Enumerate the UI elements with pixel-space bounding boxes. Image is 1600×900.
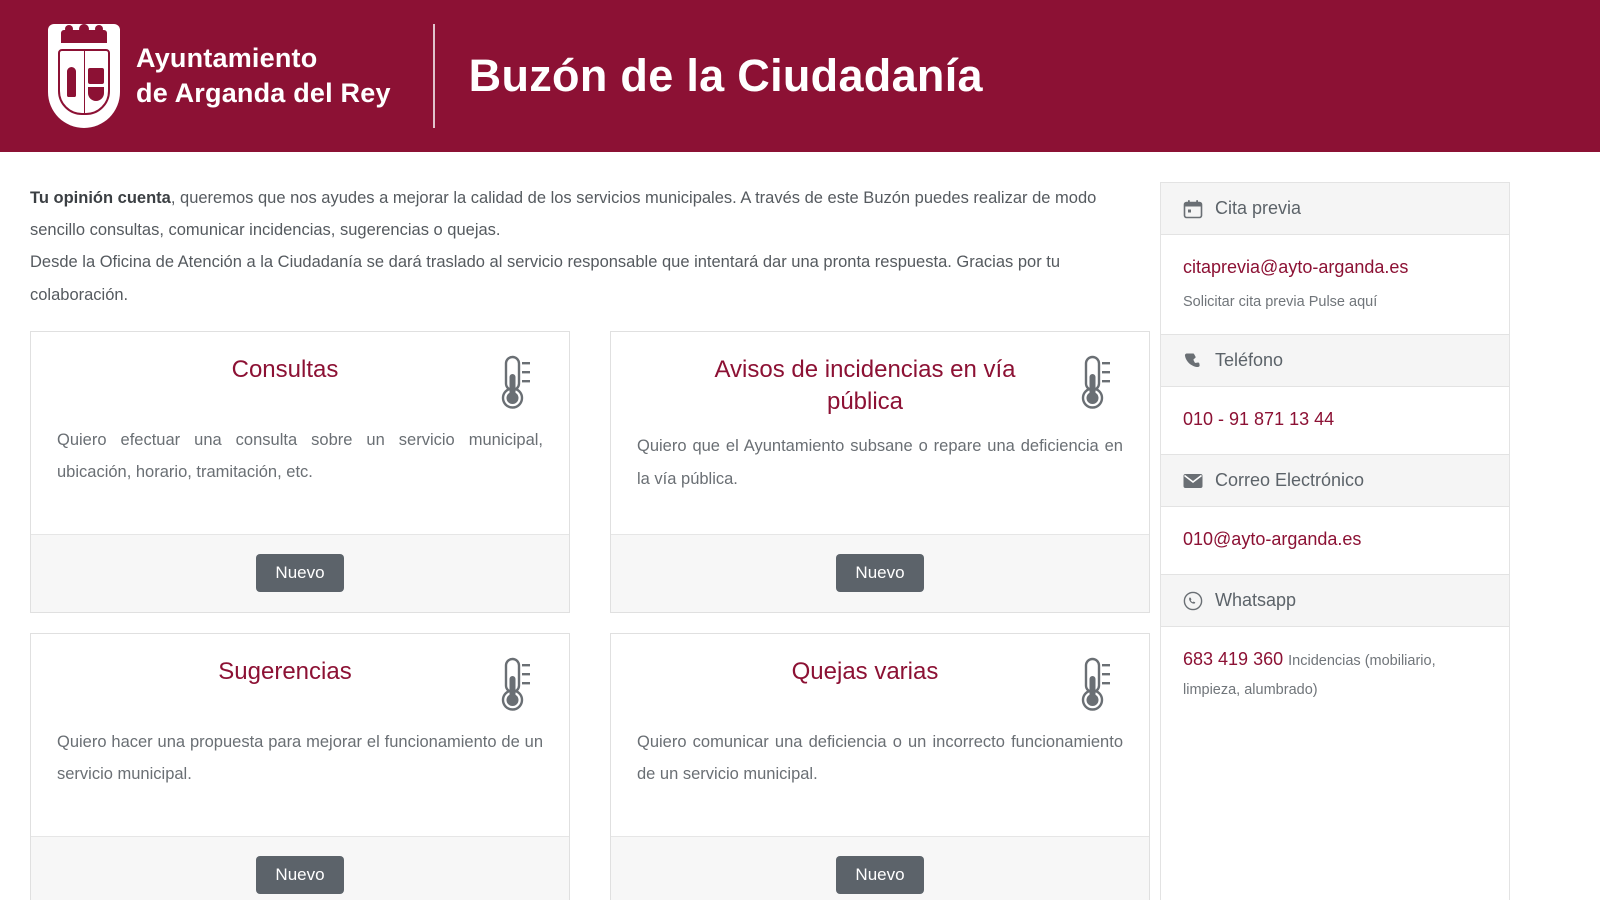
page-header bbox=[0, 0, 1600, 152]
intro-text bbox=[30, 182, 1125, 311]
intro-paragraph-2: Desde la Oficina de Atención a la Ciudadanía se dará traslado al servicio responsable que intentará dar una pronta respuesta. Gracias por tu colaboración. bbox=[30, 253, 1061, 304]
new-aviso-button[interactable]: Nuevo bbox=[836, 554, 923, 592]
card-body bbox=[611, 332, 1149, 534]
card-description: Quiero comunicar una deficiencia o un incorrecto funcionamiento de un servicio municipal. bbox=[637, 732, 1123, 783]
card-header bbox=[57, 350, 543, 412]
sidebar-heading: Correo Electrónico bbox=[1215, 470, 1365, 491]
thermometer-icon bbox=[485, 652, 543, 714]
brand-line-2: de Arganda del Rey bbox=[136, 78, 391, 108]
brand-line-1: Ayuntamiento bbox=[136, 42, 318, 73]
card-title: Quejas varias bbox=[791, 657, 939, 685]
brand-text bbox=[136, 41, 391, 111]
sidebar-heading: Cita previa bbox=[1215, 198, 1302, 218]
card-title: Sugerencias bbox=[218, 657, 352, 685]
card-body bbox=[31, 634, 569, 836]
correo-value[interactable]: 010@ayto-arganda.es bbox=[1183, 529, 1362, 550]
whatsapp-value[interactable] bbox=[1183, 645, 1487, 703]
sidebar-heading: Whatsapp bbox=[1215, 590, 1297, 611]
header-divider bbox=[433, 24, 435, 128]
cita-previa-sub-text: Solicitar cita previa bbox=[1183, 293, 1305, 310]
sidebar-section-cita-previa-body bbox=[1161, 235, 1509, 335]
card-body bbox=[611, 634, 1149, 836]
page-content bbox=[0, 152, 1600, 900]
phone-icon bbox=[1183, 351, 1203, 371]
cita-previa-link[interactable]: Pulse aquí bbox=[1308, 293, 1378, 310]
envelope-icon bbox=[1183, 473, 1203, 489]
cita-previa-email[interactable]: citaprevia@ayto-arganda.es bbox=[1183, 257, 1409, 277]
card-quejas-varias[interactable] bbox=[610, 633, 1150, 900]
contact-sidebar bbox=[1160, 182, 1510, 900]
sidebar-section-telefono-body bbox=[1161, 387, 1509, 455]
card-header bbox=[57, 652, 543, 714]
card-footer bbox=[31, 836, 569, 900]
card-description: Quiero efectuar una consulta sobre un servicio municipal, ubicación, horario, tramitación, etc. bbox=[57, 430, 543, 481]
calendar-icon bbox=[1183, 199, 1203, 219]
card-avisos-incidencias[interactable] bbox=[610, 331, 1150, 613]
card-description: Quiero hacer una propuesta para mejorar el funcionamiento de un servicio municipal. bbox=[57, 732, 543, 783]
card-sugerencias[interactable] bbox=[30, 633, 570, 900]
card-consultas[interactable] bbox=[30, 331, 570, 613]
card-footer bbox=[31, 534, 569, 612]
new-consulta-button[interactable]: Nuevo bbox=[256, 554, 343, 592]
thermometer-icon bbox=[1065, 350, 1123, 412]
card-description: Quiero que el Ayuntamiento subsane o repare una deficiencia en la vía pública. bbox=[637, 437, 1123, 488]
cita-previa-sub bbox=[1183, 290, 1487, 315]
sidebar-heading: Teléfono bbox=[1215, 350, 1284, 371]
thermometer-icon bbox=[485, 350, 543, 412]
card-title: Avisos de incidencias en vía pública bbox=[714, 355, 1016, 416]
whatsapp-icon bbox=[1183, 591, 1203, 611]
card-footer bbox=[611, 534, 1149, 612]
sidebar-section-whatsapp-header bbox=[1161, 575, 1509, 627]
sidebar-section-whatsapp-body bbox=[1161, 627, 1509, 723]
whatsapp-number[interactable]: 683 419 360 bbox=[1183, 649, 1284, 670]
whatsapp-note: Incidencias (mobiliario, limpieza, alumbrado) bbox=[1183, 653, 1436, 698]
page-title: Buzón de la Ciudadanía bbox=[468, 50, 983, 101]
brand bbox=[48, 24, 423, 128]
card-title: Consultas bbox=[231, 355, 339, 383]
new-sugerencia-button[interactable]: Nuevo bbox=[256, 856, 343, 894]
coat-of-arms-icon bbox=[48, 24, 120, 128]
new-queja-button[interactable]: Nuevo bbox=[836, 856, 923, 894]
intro-paragraph-1: , queremos que nos ayudes a mejorar la calidad de los servicios municipales. A través de este Buzón puedes realizar de modo sencillo consultas, comunicar incidencias, sugerencias o quejas. bbox=[30, 189, 1097, 240]
thermometer-icon bbox=[1065, 652, 1123, 714]
sidebar-section-correo-header bbox=[1161, 455, 1509, 507]
main-column bbox=[0, 152, 1130, 900]
sidebar-section-correo-body bbox=[1161, 507, 1509, 575]
telefono-value[interactable]: 010 - 91 871 13 44 bbox=[1183, 409, 1335, 430]
card-header bbox=[637, 652, 1123, 714]
card-body bbox=[31, 332, 569, 534]
card-footer bbox=[611, 836, 1149, 900]
card-grid bbox=[30, 331, 1130, 900]
sidebar-section-telefono-header bbox=[1161, 335, 1509, 387]
sidebar-section-cita-previa-header bbox=[1161, 183, 1509, 235]
card-header bbox=[637, 350, 1123, 419]
intro-lead: Tu opinión cuenta bbox=[30, 189, 171, 207]
